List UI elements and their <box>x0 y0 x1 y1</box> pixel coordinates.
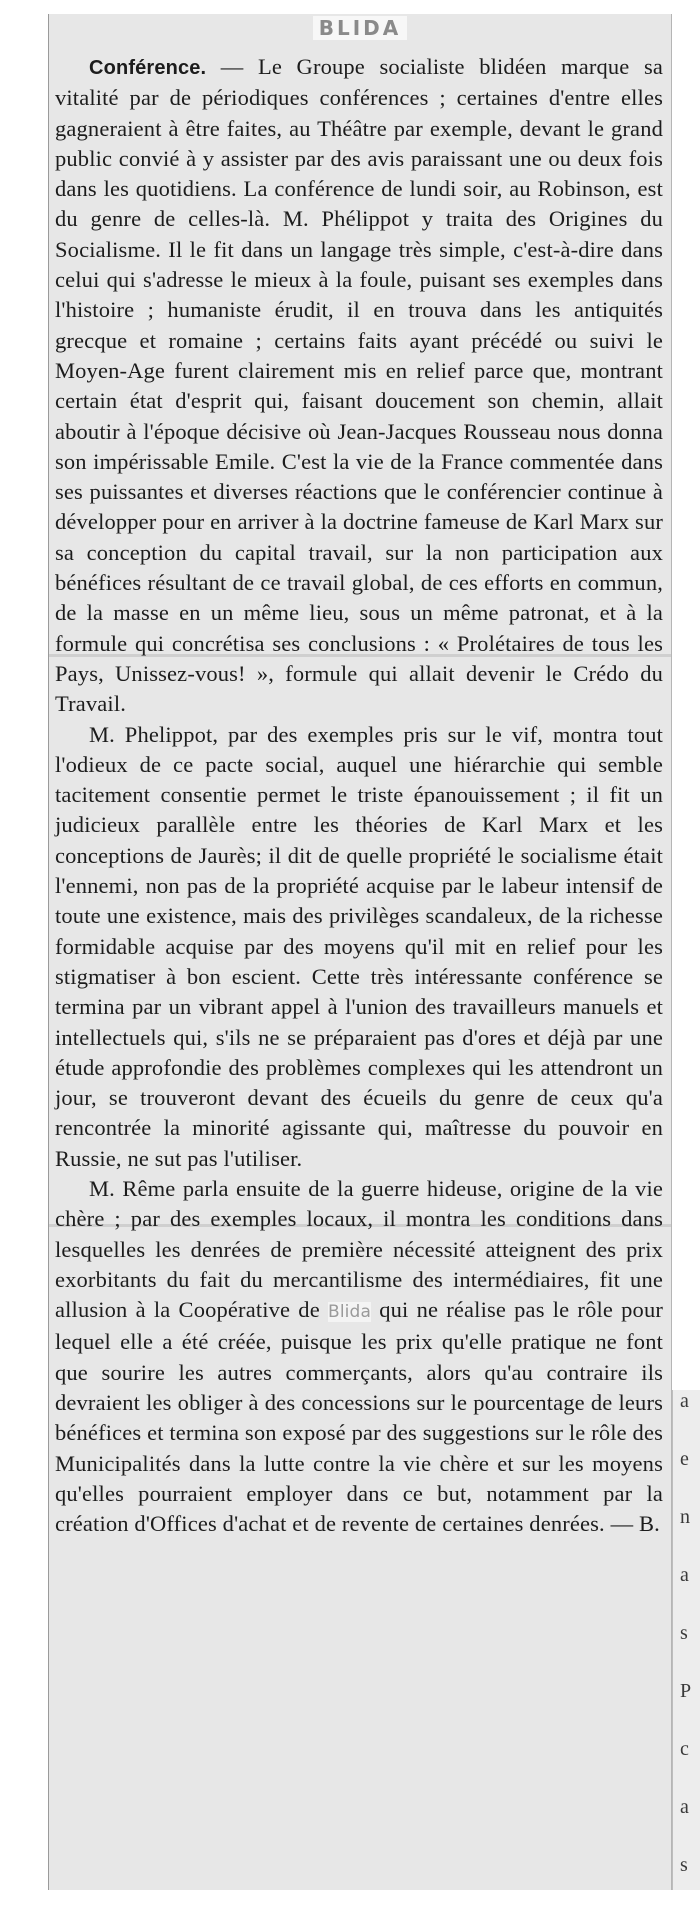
adjacent-column-letter: s <box>680 1622 688 1644</box>
article-body <box>55 52 663 1540</box>
section-title: BLIDA <box>313 16 408 40</box>
adjacent-column-letter: a <box>680 1564 689 1586</box>
adjacent-column-letter: P <box>680 1680 692 1702</box>
adjacent-column-fragment <box>672 1390 700 1890</box>
article-lead-text: — Le Groupe socialiste blidéen marque sa vitalité par de périodiques conférences ; certaines d'entre elles gagneraient à être faites, au Théâtre par exemple, devant le grand public convié à y assister par des avis paraissant une ou deux fois dans les quotidiens. La conférence de lundi soir, au Robinson, est du genre de celles-là. M. Phélippot y traita des Origines du Socialisme. Il le fit dans un langage très simple, c'est-à-dire dans celui qui s'adresse le mieux à la foule, puisant ses exemples dans l'histoire ; humaniste érudit, il en trouva dans les antiquités grecque et romaine ; certains faits ayant précédé ou suivi le Moyen-Age furent clairement mis en relief parce que, montrant certain état d'esprit qui, faisant doucement son chemin, allait aboutir à l'époque décisive où Jean-Jacques Rousseau nous donna son impérissable Emile. C'est la vie de la France commentée dans ses puissantes et diverses réactions que le conférencier continue à développer pour en arriver à la doctrine fameuse de Karl Marx sur sa conception du capital travail, sur la non participation aux bénéfices résultant de ce travail global, de ces efforts en commun, de la masse en un même lieu, sous un même patronat, et à la formule qui concrétisa ses conclusions : « Prolétaires de tous les Pays, Unissez-vous! », formule qui allait devenir le Crédo du Travail. <box>55 54 663 717</box>
section-header <box>49 14 671 52</box>
adjacent-column-letter: n <box>680 1506 690 1528</box>
article-heading: Conférence. <box>89 57 207 79</box>
article-column <box>48 14 672 1890</box>
adjacent-column-letter: c <box>680 1738 689 1760</box>
adjacent-column-letter: e <box>680 1448 689 1470</box>
adjacent-column-letter: s <box>680 1854 688 1876</box>
article-paragraph-3 <box>55 1174 663 1540</box>
paragraph-3-text-end: qui ne réalise pas le rôle pour lequel elle a été créée, puisque les prix qu'elle pratique ne font que sourire les autres commerçants, alors qu'au contraire ils devraient les obliger à des concessions sur le pourcentage de leurs bénéfices et termina son exposé par des suggestions sur le rôle des Municipalités dans la lutte contre la vie chère et sur les moyens qu'elles pourraient employer dans ce but, notamment par la création d'Offices d'achat et de revente de certaines denrées. — B. <box>55 1297 664 1537</box>
article-paragraph-2: M. Phelippot, par des exemples pris sur le vif, montra tout l'odieux de ce pacte social, auquel une hiérarchie qui semble tacitement consentie permet le triste épanouissement ; il fit un judicieux parallèle entre les théories de Karl Marx et les conceptions de Jaurès; il dit de quelle propriété le socialisme était l'ennemi, non pas de la propriété acquise par le labeur intensif de toute une existence, mais des privilèges scandaleux, de la richesse formidable acquise par des moyens qu'il mit en relief pour les stigmatiser à bon escient. Cette très intéressante conférence se termina par un vibrant appel à l'union des travailleurs manuels et intellectuels qui, s'ils ne se préparaient pas d'ores et déjà par une étude approfondie des problèmes complexes qui les attendront un jour, se trouveront devant des écueils du genre de ceux qu'a rencontrée la minorité agissante qui, maîtresse du pouvoir en Russie, ne sut pas l'utiliser. <box>55 721 663 1171</box>
article-paragraph-1 <box>55 52 663 720</box>
place-name-blida: Blida <box>328 1302 372 1323</box>
adjacent-column-letter: a <box>680 1796 689 1818</box>
adjacent-column-letter: a <box>680 1390 689 1412</box>
paragraph-3-text-start: M. Rême parla ensuite de la guerre hideuse, origine de la vie chère ; par des exemples locaux, il montra les conditions dans lesquelles les denrées de première nécessité atteignent des prix exorbitants du fait du mercantilisme des intermédiaires, fit une allusion à la Coopérative de <box>55 1175 663 1323</box>
